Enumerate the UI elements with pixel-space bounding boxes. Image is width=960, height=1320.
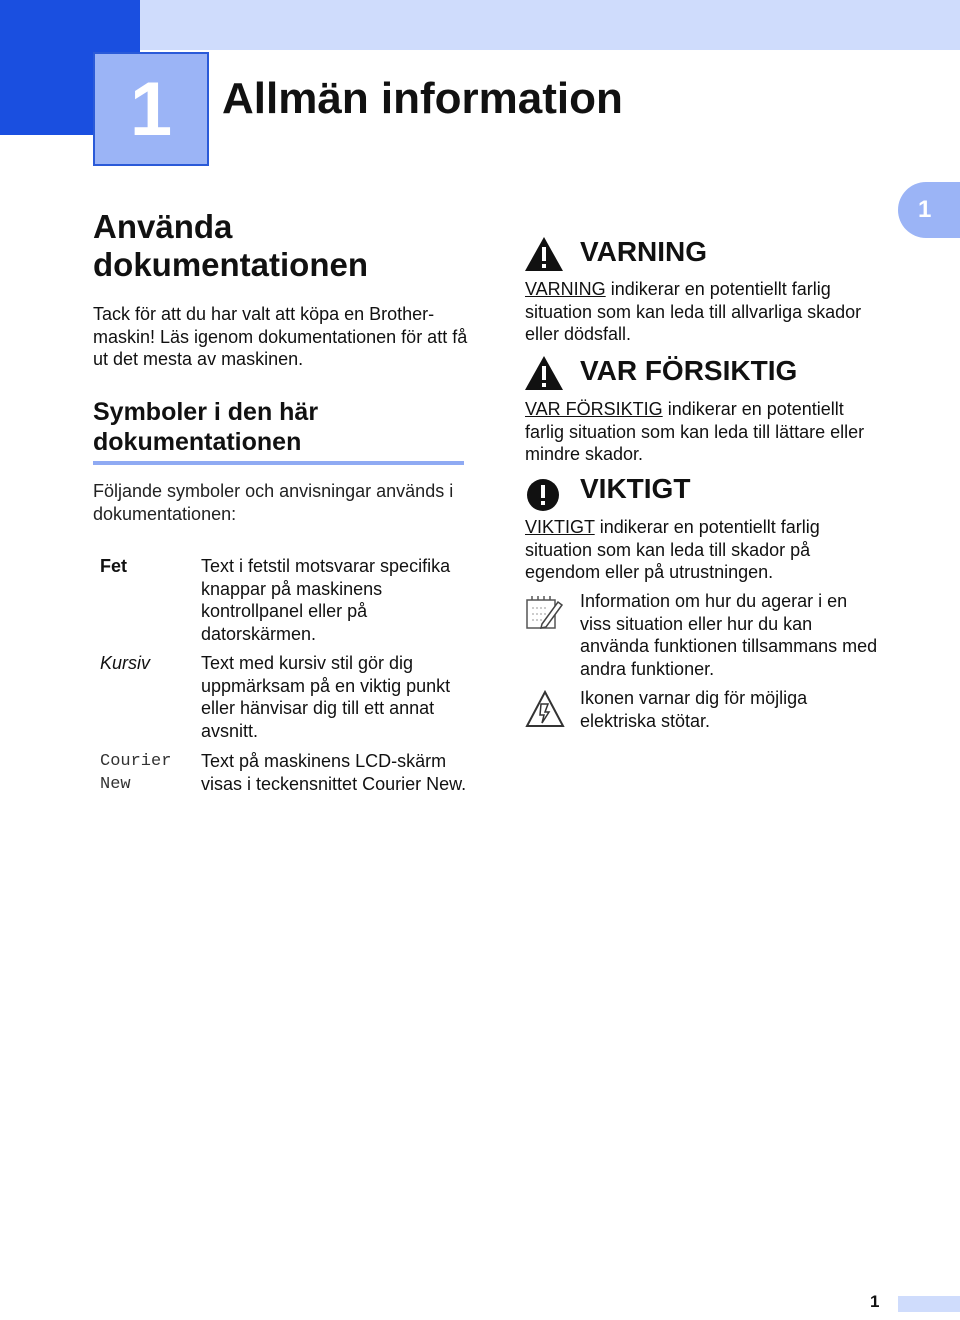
footer-bar (898, 1296, 960, 1312)
note-text: Information om hur du agerar i en viss situation eller hur du kan använda funktionen tillsammans med andra funktioner. (580, 591, 878, 679)
warning-body: indikerar en potentiellt farlig situation som kan leda till allvarliga skador eller dödsfall. (525, 279, 862, 344)
warning-text (525, 278, 885, 346)
symbols-intro-paragraph: Följande symboler och anvisningar används i dokumentationen: (93, 481, 454, 524)
important-text (525, 516, 885, 584)
important-keyword: VIKTIGT (525, 517, 595, 537)
subsection-title: Symboler i den här dokumentationen (93, 398, 319, 456)
important-body: indikerar en potentiellt farlig situation som kan leda till skador på egendom eller på utrustningen. (525, 517, 820, 582)
convention-description-italic: Text med kursiv stil gör dig uppmärksam på en viktig punkt eller hänvisar dig till ett annat avsnitt. (201, 653, 451, 741)
intro-paragraph: Tack för att du har valt att köpa en Brother-maskin! Läs igenom dokumentationen för att få ut det mesta av maskinen. (93, 304, 468, 369)
important-heading: VIKTIGT (580, 473, 691, 504)
chapter-number-box (93, 52, 209, 166)
note-pad-icon (524, 594, 564, 632)
chapter-side-tab (898, 182, 960, 238)
side-tab-number: 1 (918, 196, 932, 223)
section-title: Använda dokumentationen (93, 208, 369, 283)
electric-text: Ikonen varnar dig för möjliga elektriska stötar. (580, 688, 808, 731)
convention-term-courier: Courier New (100, 752, 172, 794)
electric-shock-icon (525, 690, 565, 728)
caution-body: indikerar en potentiellt farlig situation som kan leda till lättare eller mindre skador. (525, 399, 865, 464)
caution-heading: VAR FÖRSIKTIG (580, 355, 798, 386)
caution-text (525, 398, 885, 466)
convention-term-italic: Kursiv (100, 653, 151, 673)
convention-description-bold: Text i fetstil motsvarar specifika knappar på maskinens kontrollpanel eller på datorskärmen. (201, 556, 451, 644)
important-exclamation-icon (526, 478, 560, 512)
caution-triangle-icon (524, 355, 564, 391)
convention-term-bold: Fet (100, 556, 127, 576)
convention-description-courier: Text på maskinens LCD-skärm visas i teckensnittet Courier New. (201, 751, 467, 794)
subsection-underline (93, 461, 464, 465)
warning-keyword: VARNING (525, 279, 606, 299)
caution-keyword: VAR FÖRSIKTIG (525, 399, 663, 419)
warning-triangle-icon (524, 236, 564, 272)
page-number: 1 (870, 1292, 880, 1311)
warning-heading: VARNING (580, 236, 708, 267)
chapter-title: Allmän information (222, 74, 623, 123)
chapter-number: 1 (129, 66, 173, 152)
header-top-strip (140, 0, 960, 50)
